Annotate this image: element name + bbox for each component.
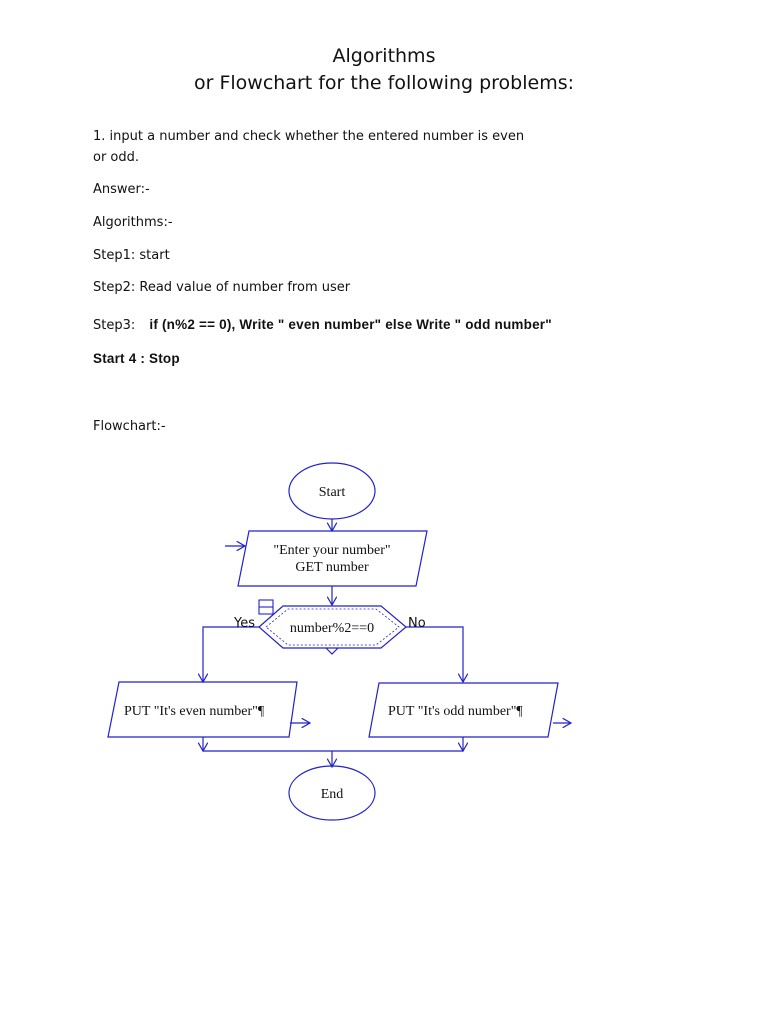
page-title-line-1: Algorithms: [332, 45, 436, 67]
decision-text: number%2==0: [289, 621, 375, 636]
even-output-text: PUT "It's even number"¶: [124, 704, 265, 719]
no-label: No: [408, 616, 426, 631]
answer-label: Answer:-: [93, 182, 150, 197]
step-2: Step2: Read value of number from user: [93, 280, 351, 295]
question-line-1: 1. input a number and check whether the entered number is even: [93, 129, 525, 144]
question-line-2: or odd.: [93, 150, 140, 165]
input-text-line-2: GET number: [295, 560, 369, 575]
flowchart-label: Flowchart:-: [93, 419, 166, 434]
step-4: Start 4 : Stop: [93, 351, 180, 366]
step-3-label: Step3:: [93, 318, 136, 333]
odd-output-text: PUT "It's odd number"¶: [388, 704, 523, 719]
yes-label: Yes: [234, 616, 255, 631]
page-title-line-2: or Flowchart for the following problems:: [193, 72, 575, 94]
end-text: End: [320, 787, 344, 802]
input-text-line-1: "Enter your number": [273, 543, 391, 558]
collapse-marker-icon: [259, 600, 273, 614]
algorithms-label: Algorithms:-: [93, 215, 173, 230]
start-text: Start: [318, 485, 346, 500]
input-parallelogram: [238, 531, 427, 586]
step-3-text: if (n%2 == 0), Write " even number" else Write " odd number": [149, 317, 552, 332]
step-1: Step1: start: [93, 248, 170, 263]
